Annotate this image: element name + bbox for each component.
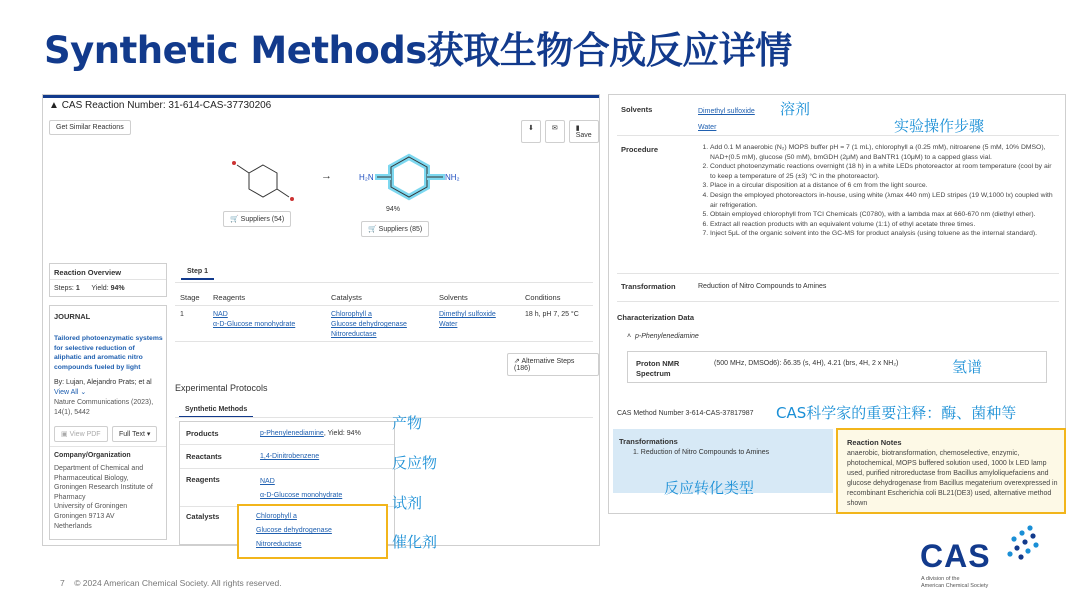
annotation-transformation-type: 反应转化类型 [664,479,755,497]
reaction-overview: Reaction Overview Steps: 1 Yield: 94% [49,263,167,297]
cas-logo: CAS A division of the American Chemical Society [918,520,1068,602]
cart-icon: 🛒 [230,216,239,223]
procedure-step: 6. Extract all reaction products with an equivalent volume (1:1) of ethyl acetate three times. [710,220,1058,230]
journal-card: JOURNAL Tailored photoenzymatic systems for selective reduction of aliphatic and aromatic nitro compounds fueled by light By: Lujan, Alejandro Prats; et al View All ⌄ Nature Communications (2023), 14(1), 5442 ▣ View PDF Full Text ▾ Company/Organization Department of Chemical and Pharmaceutical Biology, Groningen Research Institute of Pharmacy University of Groningen Groningen 9713 AV Netherlands [49,305,167,540]
reaction-arrow: → [321,170,332,182]
chevron-down-icon: ▾ [146,431,151,438]
transformation-value: Reduction of Nitro Compounds to Amines [698,283,827,290]
annotation-reactant: 反应物 [392,454,438,472]
toolbar [521,120,599,143]
solvent-link[interactable]: Water [698,124,717,131]
catalyst-link[interactable]: Nitroreductase [331,331,377,338]
mail-icon[interactable]: ✉ [545,120,565,143]
reaction-header: ▲ CAS Reaction Number: 31-614-CAS-37730206 [49,100,272,111]
procedure-list [698,143,1058,239]
citation: Nature Communications (2023), 14(1), 5442 [54,399,154,416]
right-panel: Solvents Dimethyl sulfoxide Water Procedure 1. Add 0.1 M anaerobic (N₂) MOPS buffer pH = 7 (1 mL), chlorophyll a (0.25 mM), nitroarene (5 mM, 10% DMSO), NAD+(0.5 mM), glucose (50 mM), bmGDH (2μM) and BaNTR1 (10μM) to a capped glass vial. 2. Conduct photoenzymatic reactions overnight (18 h) in a white LEDs photoreactor at room temperature (cool by air to keep a temperature of 25 (±3) °C in the photoreactor). 3. Place in a circular disposition at a distance of 6 cm from the light source. 4. Design the employed photoreactors in-house, using white (λmax 440 nm) LED stripes (19 W,1000 lx) coupled with air refrigeration. 5. Obtain employed chlorophyll from TCI Chemicals (C0780), with a lambda max at 660-670 nm (diethyl ether). 6. Extract all reaction products with an equivalent volume (1:1) of ethyl acetate three times. 7. Inject 5μL of the organic solvent into the GC-MS for product analysis (using toluene as the internal standard). Transformation Reduction of Nitro Compounds to Amines Characterization Data ˄ p-Phenylenediamine Proton NMR Spectrum (500 MHz, DMSOd6): δ6.35 (s, 4H), 4.21 (brs, 4H, 2 x NH₂) CAS Method Number 3-614-CAS-37817987 Transformations 1. Reduction of Nitro Compounds to Amines [608,94,1066,514]
annotation-nmr: 氢谱 [952,358,983,376]
authors: By: Lujan, Alejandro Prats; et al [54,379,152,386]
solvent-link[interactable]: Dimethyl sulfoxide [439,311,496,318]
procedure-step: 7. Inject 5μL of the organic solvent into the GC-MS for product analysis (using toluene as the internal standard). [710,229,1058,239]
chevron-down-icon: ⌄ [80,389,87,396]
annotation-notes: CAS科学家的重要注释：酶、菌种等 [776,404,1017,422]
method-number: CAS Method Number 3-614-CAS-37817987 [617,410,754,417]
amine-right: NH₂ [445,173,460,182]
catalyst-link[interactable]: Nitroreductase [256,541,302,548]
save-button[interactable]: ▮ Save [569,120,599,143]
page-number: 7 [60,578,65,588]
reaction-notes-text: anaerobic, biotransformation, chemoselective, enzymic, photochemical, MOPS buffered solution used, 1000 lx LED lamp used, purified nitroreductase from Bacillus amyloliquefaciens and glucose dehydrogenase from Bacillus megaterium overexpressed in recombinant Escherichia coli BL21(DE3) used, alternative method shown [847,450,1058,507]
annotation-product: 产物 [392,414,423,432]
bookmark-icon: ▮ [575,125,580,132]
compound-name: p-Phenylenediamine [634,333,699,340]
reagent-link[interactable]: NAD [260,478,275,485]
download-icon[interactable]: ⬇ [521,120,541,143]
alternative-steps-button[interactable]: ⇗ Alternative Steps (186) [507,353,599,376]
cart-icon: 🛒 [368,226,377,233]
flask-icon: ▲ [49,100,59,111]
view-all-link[interactable]: View All ⌄ [54,389,87,396]
table-row: 1 [180,311,184,318]
product-structure [359,157,460,197]
chevron-up-icon[interactable]: ˄ [627,333,632,340]
product-link[interactable]: p-Phenylenediamine [260,430,324,437]
amine-left: H₂N [359,173,374,182]
catalyst-link[interactable]: Chlorophyll a [331,311,372,318]
reagent-link[interactable]: α-D-Glucose monohydrate [213,321,296,328]
tab-synthetic-methods[interactable]: Synthetic Methods [179,403,253,418]
nmr-row: Proton NMR Spectrum (500 MHz, DMSOd6): δ6.35 (s, 4H), 4.21 (brs, 4H, 2 x NH₂) [627,351,1047,383]
left-panel: ▲ CAS Reaction Number: 31-614-CAS-37730206 Get Similar Reactions ⬇ ✉ ▮ Save → H₂N NH₂ 🛒 Suppliers (54) 94% 🛒 Suppliers (85) Reaction Overview Steps: 1 Yield: 94% JOURNAL Tailored photoenzymatic systems for selective reduction of aliphatic and aromatic nitro compounds fueled by light By: Lujan, Alejandro Prats; et al View All ⌄ Nature Communications (2023), 14(1), 5442 ▣ View PDF Full Text ▾ Company/Organization Department of Chemical and Pharmaceutical Biology, Groningen Research Institute of Pharmacy University of Groningen Groningen 9713 AV Netherlands Step 1 Stage Reagents Catalysts Solvents Conditions 1 NAD α-D-Glucose monohydrate Chlorophyll a Glucose dehydrogenase Nitroreductase Dimethyl sulfoxide Water 18 h, pH 7, 25 °C ⇗ Alternative Steps (186) Experimental Protocols Synthetic Methods Products p-Phenylenediamine, Yield: 94% Reactants 1,4-Dinitrobenzene Reagents NAD α-D-Glucose monohydrate Catalysts [42,94,600,546]
branch-icon: ⇗ [514,358,520,365]
experimental-protocols-heading: Experimental Protocols [175,383,268,393]
tab-step-1[interactable]: Step 1 [181,265,214,280]
reactant-link[interactable]: 1,4-Dinitrobenzene [260,453,320,460]
organization: Department of Chemical and Pharmaceutical Biology, Groningen Research Institute of Pharmacy University of Groningen Groningen 9713 AV Netherlands [54,465,153,530]
solvent-link[interactable]: Dimethyl sulfoxide [698,108,755,115]
full-text-button[interactable]: Full Text ▾ [112,426,157,442]
annotation-procedure: 实验操作步骤 [894,117,985,135]
journal-title[interactable]: Tailored photoenzymatic systems for selective reduction of aliphatic and aromatic nitro compounds fueled by light [54,335,163,371]
cas-logo-text: CAS [920,538,991,574]
solvent-link[interactable]: Water [439,321,458,328]
protocol-table: Products p-Phenylenediamine, Yield: 94% Reactants 1,4-Dinitrobenzene Reagents NAD α-D-Glucose monohydrate Catalysts [179,421,395,545]
transformations-box: Transformations 1. Reduction of Nitro Compounds to Amines [613,429,833,493]
conditions: 18 h, pH 7, 25 °C [525,311,579,318]
catalyst-link[interactable]: Glucose dehydrogenase [331,321,407,328]
procedure-step: 3. Place in a circular disposition at a distance of 6 cm from the light source. [710,181,1058,191]
procedure-step: 1. Add 0.1 M anaerobic (N₂) MOPS buffer pH = 7 (1 mL), chlorophyll a (0.25 mM), nitroarene (5 mM, 10% DMSO), NAD+(0.5 mM), glucose (50 mM), bmGDH (2μM) and BaNTR1 (10μM) to a capped glass vial. [710,143,1058,162]
catalysts-highlight [237,504,388,559]
view-pdf-button[interactable]: ▣ View PDF [54,426,108,442]
reaction-scheme [213,143,503,255]
reagent-link[interactable]: α-D-Glucose monohydrate [260,492,343,499]
reactant-structure [232,161,294,201]
annotation-reagent: 试剂 [392,494,423,512]
catalyst-link[interactable]: Chlorophyll a [256,513,297,520]
reaction-notes: Reaction Notes anaerobic, biotransformation, chemoselective, enzymic, photochemical, MOPS buffered solution used, 1000 lx LED lamp used, purified nitroreductase from Bacillus amyloliquefaciens and glucose dehydrogenase from Bacillus megaterium overexpressed in recombinant Escherichia coli BL21(DE3) used, alternative method shown [836,428,1066,514]
cas-logo-dots-icon [1002,522,1042,562]
nmr-value: (500 MHz, DMSOd6): δ6.35 (s, 4H), 4.21 (brs, 4H, 2 x NH₂) [714,360,899,367]
pdf-icon: ▣ [61,431,68,438]
annotation-catalyst: 催化剂 [392,533,438,551]
product-yield: 94% [386,206,401,213]
copyright: © 2024 American Chemical Society. All rights reserved. [74,578,282,588]
footer [60,578,282,588]
procedure-step: 2. Conduct photoenzymatic reactions overnight (18 h) in a white LEDs photoreactor at room temperature (cool by air to keep a temperature of 25 (±3) °C in the photoreactor). [710,162,1058,181]
procedure-step: 5. Obtain employed chlorophyll from TCI Chemicals (C0780), with a lambda max at 660-670 nm (diethyl ether). [710,210,1058,220]
procedure-step: 4. Design the employed photoreactors in-house, using white (λmax 440 nm) LED stripes (19 W,1000 lx) coupled with air refrigeration. [710,191,1058,210]
catalyst-link[interactable]: Glucose dehydrogenase [256,527,332,534]
get-similar-button[interactable]: Get Similar Reactions [49,120,131,135]
suppliers-product-button[interactable]: 🛒 Suppliers (85) [361,221,429,237]
slide-title: Synthetic Methods获取生物合成反应详情 [44,29,792,72]
suppliers-reactant-button[interactable]: 🛒 Suppliers (54) [223,211,291,227]
annotation-solvent: 溶剂 [780,100,811,118]
reagent-link[interactable]: NAD [213,311,228,318]
